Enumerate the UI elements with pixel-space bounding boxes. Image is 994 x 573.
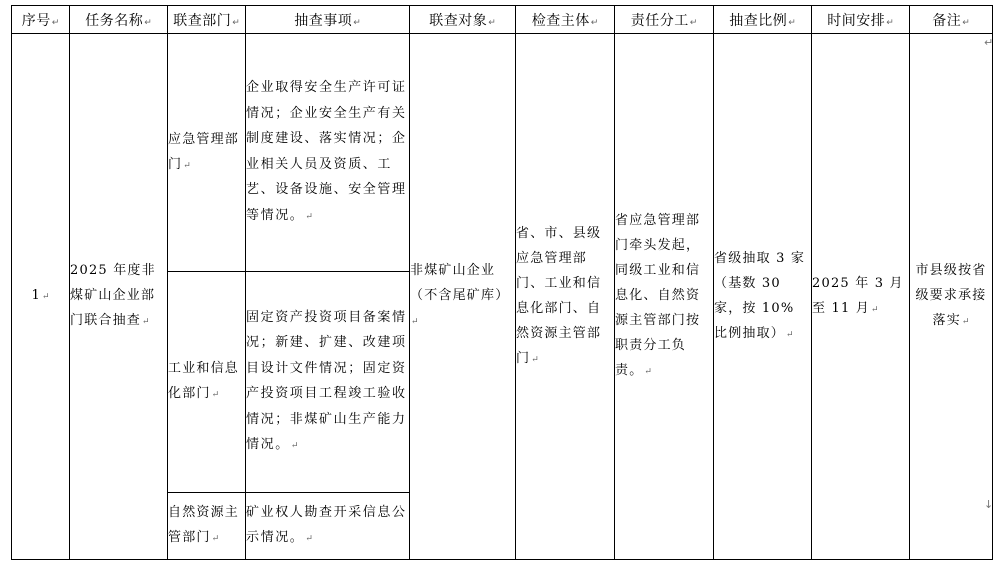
cell-items-natural-resources: 矿业权人勘查开采信息公示情况。↵ [246,493,410,560]
header-items: 抽查事项↵ [246,6,410,34]
cell-remark: 市县级按省级要求承接落实↵ [910,34,993,560]
cell-ratio: 省级抽取 3 家（基数 30 家，按 10% 比例抽取）↵ [714,34,812,560]
inspection-table [11,5,993,560]
cell-inspector: 省、市、县级应急管理部门、工业和信息化部门、自然资源主管部门↵ [516,34,615,560]
header-task-name: 任务名称↵ [70,6,168,34]
cell-items-industry: 固定资产投资项目备案情况；新建、扩建、改建项目设计文件情况；固定资产投资项目工程竣工验收情况；非煤矿山生产能力情况。↵ [246,272,410,493]
row-end-mark: ↓ [984,498,994,511]
header-schedule: 时间安排↵ [812,6,910,34]
cell-department-natural-resources: 自然资源主管部门↵ [168,493,246,560]
cell-items-emergency: 企业取得安全生产许可证情况；企业安全生产有关制度建设、落实情况；企业相关人员及资质、工艺、设备设施、安全管理等情况。↵ [246,34,410,272]
header-inspector: 检查主体↵ [516,6,615,34]
cell-target: 非煤矿山企业（不含尾矿库）↵ [410,34,516,560]
header-target: 联查对象↵ [410,6,516,34]
cell-schedule: 2025 年 3 月至 11 月↵ [812,34,910,560]
cell-index: 1↵ [12,34,70,560]
header-departments: 联查部门↵ [168,6,246,34]
header-row [12,6,993,34]
cell-department-emergency: 应急管理部门↵ [168,34,246,272]
cell-task-name: 2025 年度非煤矿山企业部门联合抽查↵ [70,34,168,560]
cell-responsibility: 省应急管理部门牵头发起，同级工业和信息化、自然资源主管部门按职责分工负责。↵ [615,34,714,560]
cell-department-industry: 工业和信息化部门↵ [168,272,246,493]
header-index: 序号↵ [12,6,70,34]
row-end-mark: ↵ [984,36,994,49]
table-row [12,34,993,272]
header-responsibility: 责任分工↵ [615,6,714,34]
header-ratio: 抽查比例↵ [714,6,812,34]
header-remark: 备注↵ [910,6,993,34]
